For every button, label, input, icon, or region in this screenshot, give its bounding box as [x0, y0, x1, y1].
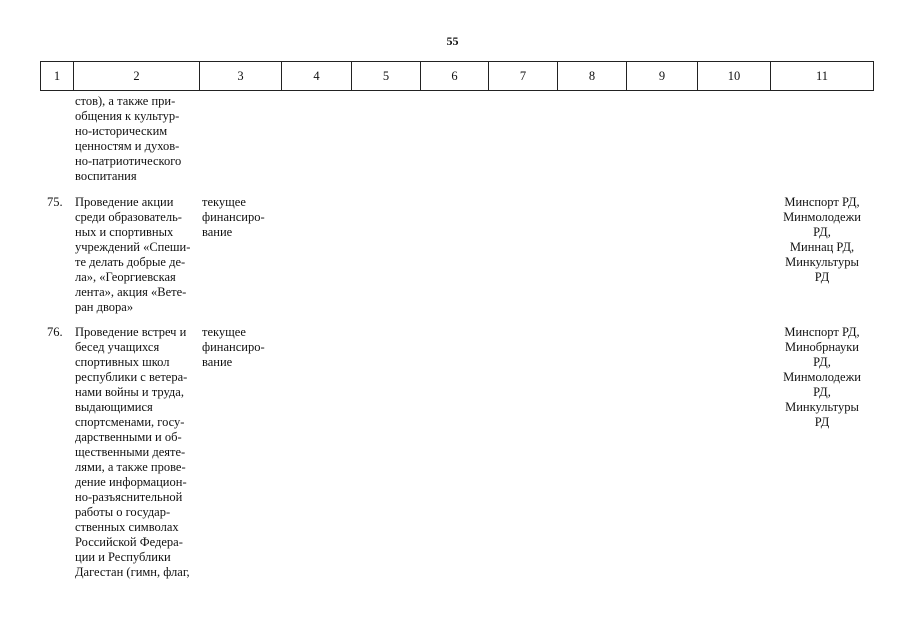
row-description — [75, 195, 196, 315]
column-header-8: 8 — [557, 62, 626, 90]
column-header-5: 5 — [351, 62, 420, 90]
text-line: РД, — [813, 225, 831, 239]
text-line: среди образователь- — [75, 210, 182, 224]
column-header-9: 9 — [626, 62, 697, 90]
text-line: ла», «Георгиевская — [75, 270, 176, 284]
text-line: но-разъяснительной — [75, 490, 183, 504]
text-line: ценностям и духов- — [75, 139, 180, 153]
text-line: вание — [202, 225, 233, 239]
text-line: ран двора» — [75, 300, 134, 314]
text-line: общения к культур- — [75, 109, 180, 123]
text-line: но-патриотического — [75, 154, 182, 168]
column-header-4: 4 — [281, 62, 351, 90]
text-line: республики с ветера- — [75, 370, 188, 384]
text-line: Минкультуры — [785, 400, 859, 414]
column-header-1: 1 — [40, 62, 73, 90]
text-line: работы о государ- — [75, 505, 171, 519]
text-line: ных и спортивных — [75, 225, 174, 239]
text-line: Проведение встреч и — [75, 325, 187, 339]
text-line: дарственными и об- — [75, 430, 182, 444]
column-header-11: 11 — [770, 62, 874, 90]
text-line: ции и Республики — [75, 550, 171, 564]
text-line: воспитания — [75, 169, 137, 183]
row-executors — [770, 325, 874, 430]
text-line: финансиро- — [202, 340, 265, 354]
text-line: те делать добрые де- — [75, 255, 186, 269]
text-line: стов), а также при- — [75, 94, 176, 108]
text-line: Минмолодежи — [783, 370, 861, 384]
text-line: но-историческим — [75, 124, 168, 138]
text-line: спортсменами, госу- — [75, 415, 185, 429]
text-line: дение информацион- — [75, 475, 187, 489]
row-number: 75. — [47, 195, 63, 209]
text-line: Минкультуры — [785, 255, 859, 269]
page-number: 55 — [446, 34, 459, 48]
text-line: Проведение акции — [75, 195, 174, 209]
row-financing — [202, 195, 278, 240]
column-header-6: 6 — [420, 62, 488, 90]
text-line: щественными деяте- — [75, 445, 186, 459]
row-number: 76. — [47, 325, 63, 339]
row-executors — [770, 195, 874, 285]
row-financing — [202, 325, 278, 370]
text-line: Минмолодежи — [783, 210, 861, 224]
text-line: Минспорт РД, — [784, 325, 860, 339]
text-line: ственных символах — [75, 520, 179, 534]
row-description — [75, 325, 196, 580]
text-line: Минобрнауки — [785, 340, 859, 354]
text-line: лента», акция «Вете- — [75, 285, 187, 299]
text-line: спортивных школ — [75, 355, 170, 369]
column-header-3: 3 — [199, 62, 281, 90]
column-header-10: 10 — [697, 62, 770, 90]
text-line: текущее — [202, 195, 246, 209]
text-line: Минспорт РД, — [784, 195, 860, 209]
column-header-7: 7 — [488, 62, 557, 90]
text-line: Российской Федера- — [75, 535, 183, 549]
text-line: бесед учащихся — [75, 340, 160, 354]
text-line: Миннац РД, — [789, 240, 855, 254]
text-line: текущее — [202, 325, 246, 339]
table-header-row — [40, 61, 874, 91]
column-header-2: 2 — [73, 62, 199, 90]
text-line: учреждений «Спеши- — [75, 240, 191, 254]
text-line: РД — [814, 415, 830, 429]
text-line: лями, а также прове- — [75, 460, 186, 474]
text-line: нами войны и труда, — [75, 385, 184, 399]
text-line: финансиро- — [202, 210, 265, 224]
text-line: РД — [814, 270, 830, 284]
text-line: вание — [202, 355, 233, 369]
text-line: Дагестан (гимн, флаг, — [75, 565, 190, 579]
text-line: РД, — [813, 355, 831, 369]
text-line: выдающимися — [75, 400, 153, 414]
text-line: РД, — [813, 385, 831, 399]
continuation-description — [75, 94, 196, 184]
